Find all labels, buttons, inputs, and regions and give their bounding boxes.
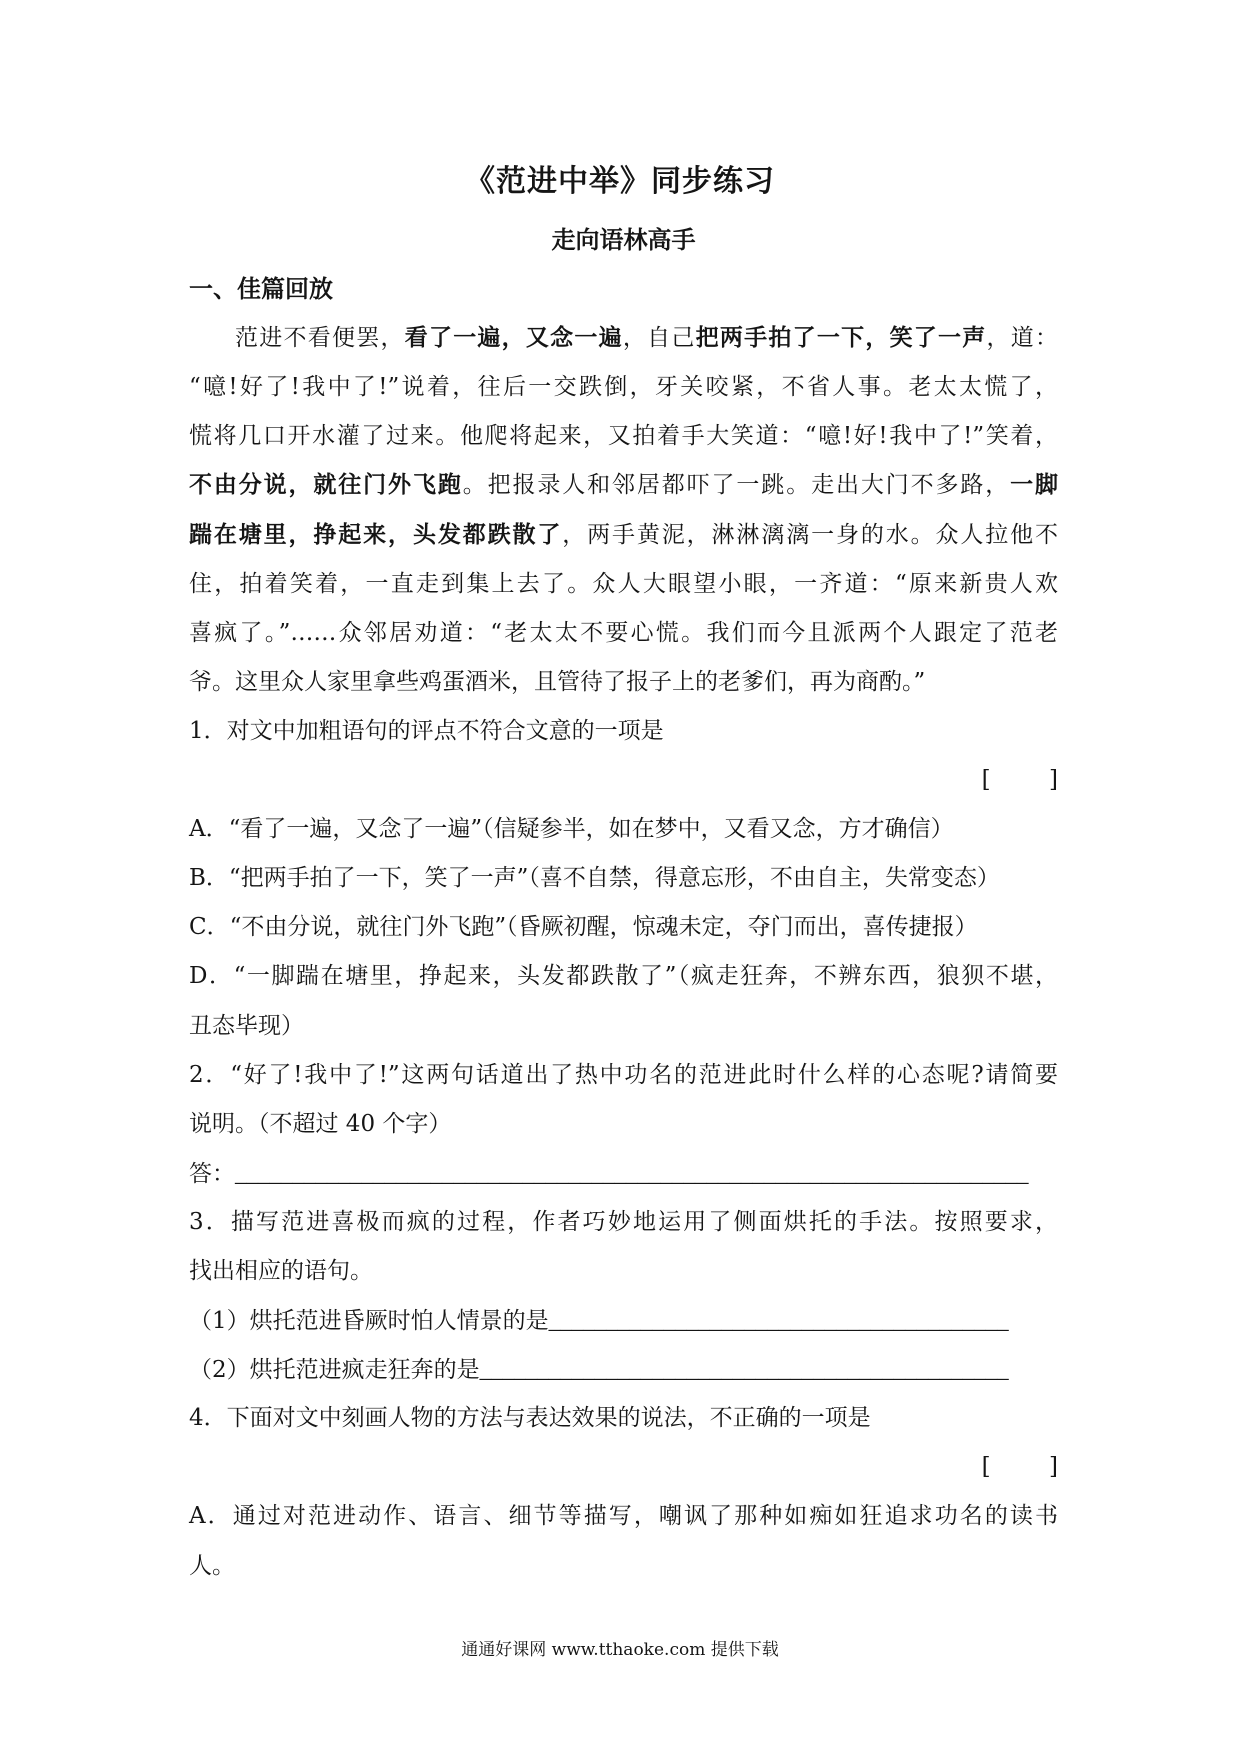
option-d-line: D．“一脚踹在塘里，挣起来，头发都跌散了”（疯走狂奔，不辨东西，狼狈不堪， — [189, 963, 1058, 990]
answer-blank: _____________________________________________________________________ — [235, 1160, 1029, 1186]
bold-passage-text: 把两手拍了一下，笑了一声 — [695, 325, 987, 352]
answer-blank: ________________________________________ — [548, 1308, 1009, 1334]
sub-question-1 — [189, 1296, 1058, 1345]
option-c: C．“不由分说，就往门外飞跑”（昏厥初醒，惊魂未定，夺门而出，喜传捷报） — [189, 914, 978, 941]
passage-line — [189, 412, 1058, 461]
passage-line — [189, 560, 1058, 609]
answer-blank: ______________________________________________ — [479, 1357, 1009, 1383]
bold-passage-text: 看了一遍，又念一遍 — [404, 325, 623, 352]
passage-text: 爷。这里众人家里拿些鸡蛋酒米，且管待了报子上的老爹们，再为商酌。” — [189, 668, 926, 695]
answer-bracket-row — [189, 1443, 1058, 1492]
bold-passage-text: 不由分说，就往门外飞跑 — [189, 472, 463, 499]
passage-line — [189, 511, 1058, 560]
bold-passage-text: 踹在塘里，挣起来，头发都跌散了 — [189, 521, 563, 548]
passage-line — [189, 658, 1058, 707]
passage-text: “噫!好了!我中了!”说着，往后一交跌倒，牙关咬紧，不省人事。老太太慌了， — [189, 374, 1058, 401]
option-d — [189, 952, 1058, 1050]
option-a: A．“看了一遍，又念了一遍”（信疑参半，如在梦中，又看又念，方才确信） — [189, 816, 954, 843]
answer-bracket: [ ] — [981, 1454, 1058, 1481]
passage-text: 住，拍着笑着，一直走到集上去了。众人大眼望小眼，一齐道：“原来新贵人欢 — [189, 570, 1058, 597]
question-stem-line: 找出相应的语句。 — [189, 1257, 373, 1284]
sub-question-prompt: （2）烘托范进疯走狂奔的是 — [189, 1357, 480, 1384]
passage-text: ，道： — [986, 325, 1059, 352]
worksheet-body — [189, 216, 1058, 1591]
passage-line — [189, 609, 1058, 658]
option-d-line: 丑态毕现） — [189, 1012, 304, 1039]
question-2 — [189, 1051, 1058, 1198]
question-1 — [189, 707, 1058, 1051]
page-subtitle: 走向语林高手 — [551, 226, 696, 254]
passage-text: 喜疯了。”……众邻居劝道：“老太太不要心慌。我们而今且派两个人跟定了范老 — [189, 619, 1058, 646]
option-a-line: A．通过对范进动作、语言、细节等描写，嘲讽了那种如痴如狂追求功名的读书 — [189, 1503, 1058, 1530]
question-stem: 1．对文中加粗语句的评点不符合文意的一项是 — [189, 717, 664, 744]
question-3 — [189, 1198, 1058, 1394]
answer-bracket: [ ] — [981, 767, 1058, 794]
answer-label: 答： — [189, 1160, 235, 1187]
sub-question-prompt: （1）烘托范进昏厥时怕人情景的是 — [189, 1308, 549, 1335]
passage-text: ，自己 — [622, 325, 696, 352]
passage-text: 。把报录人和邻居都吓了一跳。走出大门不多路， — [462, 472, 1011, 499]
passage — [189, 314, 1058, 707]
option-a — [189, 1492, 1058, 1590]
question-stem-line: 说明。（不超过 40 个字） — [189, 1110, 452, 1137]
answer-bracket-row — [189, 756, 1058, 805]
sub-question-2 — [189, 1345, 1058, 1394]
option-a-line: 人。 — [189, 1552, 235, 1579]
passage-line — [189, 363, 1058, 412]
option-b: B．“把两手拍了一下，笑了一声”（喜不自禁，得意忘形，不由自主，失常变态） — [189, 865, 1000, 892]
passage-text: 慌将几口开水灌了过来。他爬将起来，又拍着手大笑道：“噫!好!我中了!”笑着， — [189, 423, 1058, 450]
passage-line — [189, 461, 1058, 510]
answer-line — [189, 1149, 1058, 1198]
passage-text: ，两手黄泥，淋淋漓漓一身的水。众人拉他不 — [562, 521, 1059, 548]
passage-text: 范进不看便罢， — [235, 325, 405, 352]
question-stem-line: 2．“好了!我中了!”这两句话道出了热中功名的范进此时什么样的心态呢?请简要 — [189, 1061, 1058, 1088]
page-title: 《范进中举》同步练习 — [465, 164, 775, 199]
question-stem-line: 3．描写范进喜极而疯的过程，作者巧妙地运用了侧面烘托的手法。按照要求， — [189, 1208, 1058, 1235]
passage-line — [189, 314, 1058, 363]
question-stem: 4．下面对文中刻画人物的方法与表达效果的说法，不正确的一项是 — [189, 1405, 871, 1432]
bold-passage-text: 一脚 — [1010, 472, 1059, 499]
section-heading: 一、佳篇回放 — [189, 275, 333, 304]
footer-credit: 通通好课网 www.tthaoke.com 提供下载 — [461, 1640, 779, 1660]
question-4 — [189, 1394, 1058, 1590]
